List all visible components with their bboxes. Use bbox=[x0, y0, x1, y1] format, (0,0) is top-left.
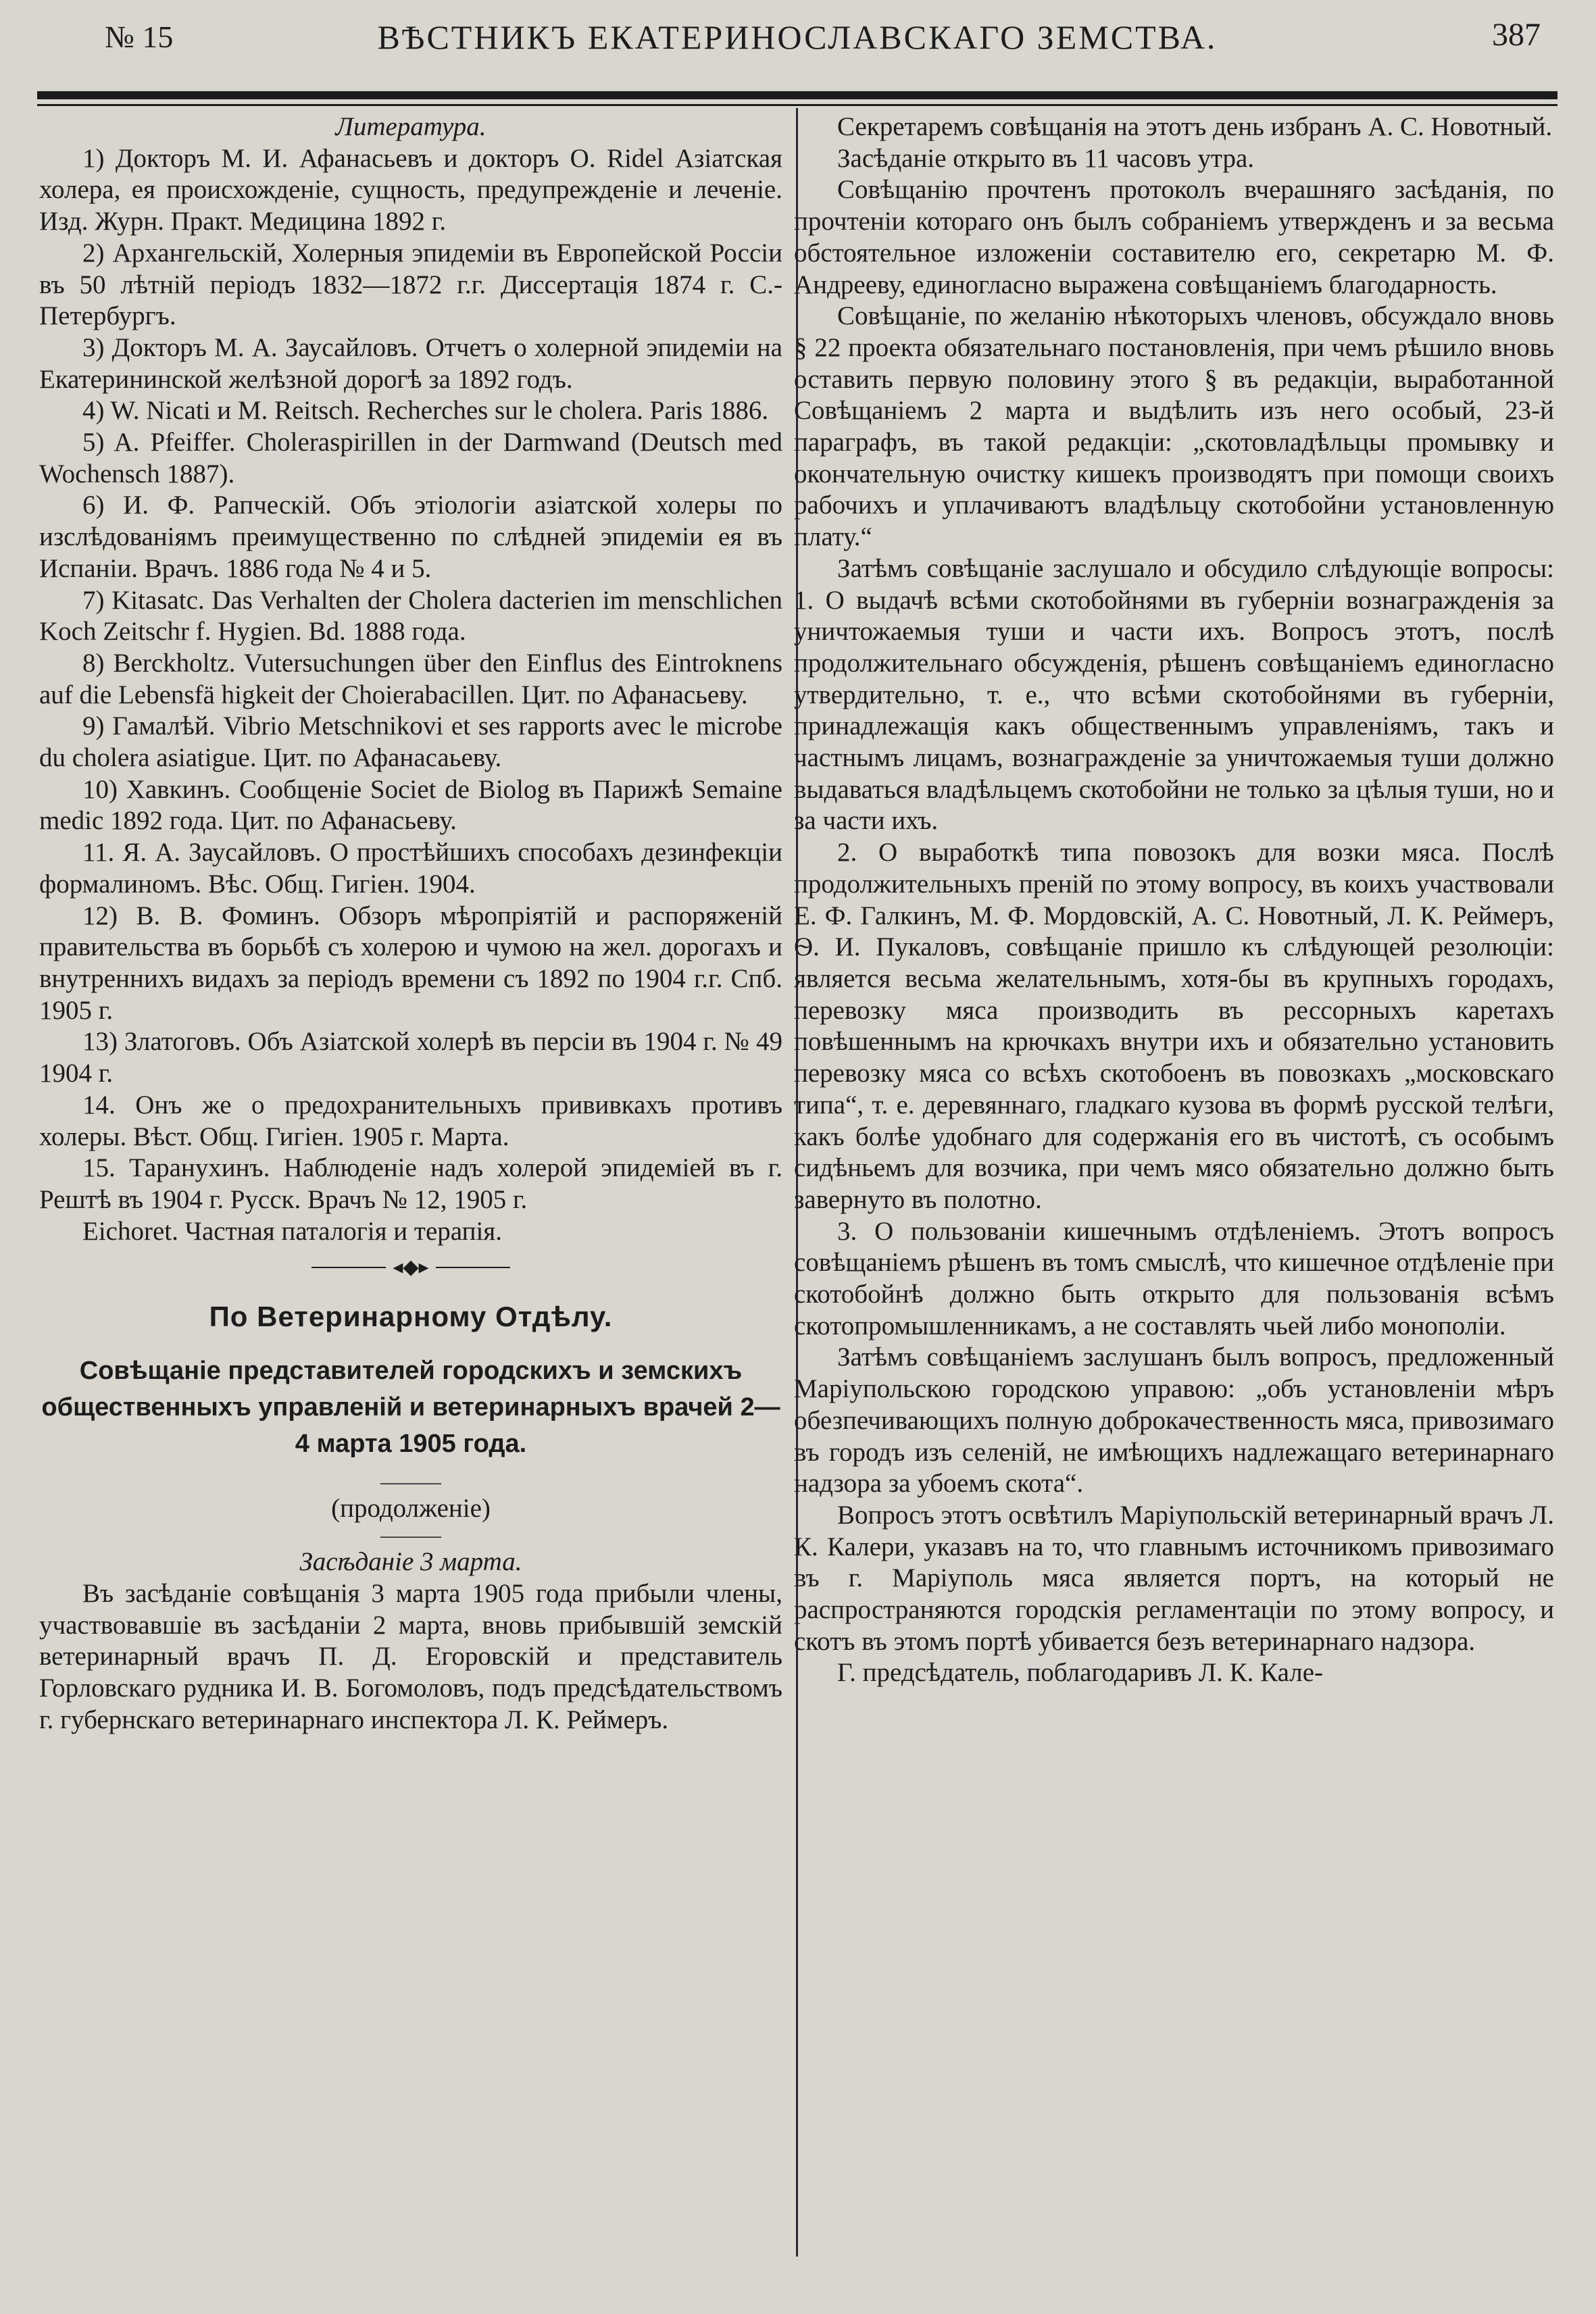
reference-item: 6) И. Ф. Рапческій. Объ этіологіи азіатской холеры по изслѣдованіямъ преимущественно по слѣдней эпидеміи ея въ Испаніи. Врачъ. 1886 года № 4 и 5. bbox=[39, 491, 782, 583]
continued-label: (продолженіе) bbox=[331, 1494, 491, 1524]
reference-item: 2) Архангельскій, Холерныя эпидеміи въ Европейской Россіи въ 50 лѣтній періодъ 1832—1872 г.г. Диссертація 1874 г. С.-Петербургъ. bbox=[39, 238, 782, 331]
journal-title: ВѢСТНИКЪ ЕКАТЕРИНОСЛАВСКАГО ЗЕМСТВА. bbox=[377, 18, 1218, 56]
left-column bbox=[39, 111, 782, 1736]
reference-item: 13) Златоговъ. Объ Азіатской холерѣ въ персіи въ 1904 г. № 49 1904 г. bbox=[39, 1027, 782, 1088]
literature-heading: Литература. bbox=[335, 112, 487, 141]
session-paragraph: Въ засѣданіе совѣщанія 3 марта 1905 года прибыли члены, участвовавшіе въ засѣданіи 2 марта, вновь прибывшій земскій ветеринарный врачъ П. Д. Егоровскій и представитель Горловскаго рудника И. В. Богомоловъ, подъ предсѣдательствомъ г. губернскаго ветеринарнаго инспектора Л. К. Реймеръ. bbox=[39, 1578, 782, 1734]
header-rule-thick bbox=[37, 91, 1557, 99]
reference-item: 1) Докторъ М. И. Афанасьевъ и докторъ О. Ridel Азіатская холера, ея происхожденіе, сущность, предупрежденіе и леченіе. Изд. Журн. Практ. Медицина 1892 г. bbox=[39, 143, 782, 236]
reference-item: 10) Хавкинъ. Сообщеніе Societ de Biolog въ Парижѣ Semaine medic 1892 года. Цит. по Афанасьеву. bbox=[39, 774, 782, 836]
paragraph: 2. О выработкѣ типа повозокъ для возки мяса. Послѣ продолжительныхъ преній по этому вопросу, въ коихъ участвовали Е. Ф. Галкинъ, М. Ф. Мордовскій, А. С. Новотный, Л. К. Реймеръ, Ѳ. И. Пукаловъ, совѣщаніе пришло къ слѣдующей резолюціи: является весьма желательнымъ, хотя-бы въ крупныхъ городахъ, перевозку мяса производить въ рессорныхъ каретахъ повѣшеннымъ на крючкахъ внутри ихъ и обязательно установить перевозку мяса со всѣхъ скотобоенъ въ повозкахъ „московскаго типа“, т. е. деревяннаго, гладкаго кузова въ формѣ русской телѣги, какъ болѣе удобнаго для содержанія его въ чистотѣ, съ особымъ сидѣньемъ для возчика, при чемъ мясо обязательно должно быть завернуто въ полотно. bbox=[794, 838, 1554, 1214]
issue-number: № 15 bbox=[105, 20, 174, 54]
right-column bbox=[794, 111, 1554, 1689]
reference-item: 11. Я. А. Заусайловъ. О простѣйшихъ способахъ дезинфекціи формалиномъ. Вѣс. Общ. Гигіен. 1904. bbox=[39, 838, 782, 899]
paragraph: Г. предсѣдатель, поблагодаривъ Л. К. Кале- bbox=[837, 1658, 1324, 1688]
reference-item: 8) Berckholtz. Vutersuchungen über den Einflus des Eintroknens auf die Lebensfä higkeit der Choierabacillen. Цит. по Афанасьеву. bbox=[39, 648, 782, 709]
reference-item: Eichoret. Частная паталогія и терапія. bbox=[82, 1216, 502, 1246]
paragraph: Совѣщанію прочтенъ протоколъ вчерашняго засѣданія, по прочтеніи котораго онъ былъ собраніемъ утвержденъ и за весьма обстоятельное изложеніи составителю его, секретарю М. Ф. Андрееву, единогласно выражена совѣщаніемъ благодарность. bbox=[794, 175, 1554, 299]
page-header bbox=[41, 12, 1554, 73]
dash-separator: ——— bbox=[380, 1524, 441, 1547]
paragraph: Засѣданіе открыто въ 11 часовъ утра. bbox=[837, 143, 1255, 173]
reference-item: 15. Таранухинъ. Наблюденіе надъ холерой эпидеміей въ г. Рештѣ въ 1904 г. Русск. Врачъ № 12, 1905 г. bbox=[39, 1153, 782, 1214]
reference-item: 12) В. В. Фоминъ. Обзоръ мѣропріятій и распоряженій правительства въ борьбѣ съ холерою и чумою на жел. дорогахъ и внутреннихъ видахъ за періодъ времени съ 1892 по 1904 г.г. Спб. 1905 г. bbox=[39, 901, 782, 1025]
page-number: 387 bbox=[1492, 17, 1541, 53]
meeting-title: Совѣщаніе представителей городскихъ и земскихъ общественныхъ управленій и ветеринарныхъ врачей 2—4 марта 1905 года. bbox=[41, 1357, 780, 1459]
paragraph: 3. О пользованіи кишечнымъ отдѣленіемъ. Этотъ вопросъ совѣщаніемъ рѣшенъ въ томъ смыслѣ, что кишечное отдѣленіе при скотобойнѣ должно быть открыто для пользованія всѣмъ скотопромышленникамъ, а не составлять чьей либо монополіи. bbox=[794, 1216, 1554, 1340]
ornament-divider: ◂◆▸ bbox=[39, 1250, 782, 1283]
reference-item: 4) W. Nicati и M. Reitsch. Recherches sur le cholera. Paris 1886. bbox=[82, 396, 769, 426]
reference-item: 3) Докторъ М. А. Заусайловъ. Отчетъ о холерной эпидеміи на Екатерининской желѣзной дорогѣ за 1892 годъ. bbox=[39, 332, 782, 394]
dash-separator: ——— bbox=[380, 1471, 441, 1494]
reference-item: 14. Онъ же о предохранительныхъ прививкахъ противъ холеры. Вѣст. Общ. Гигіен. 1905 г. Марта. bbox=[39, 1090, 782, 1151]
paragraph: Вопросъ этотъ освѣтилъ Маріупольскій ветеринарный врачъ Л. К. Калери, указавъ на то, что главнымъ источникомъ привозимаго въ г. Маріуполь мяса является портъ, на который не распространяются городскія регламентаціи по этому вопросу, и скотъ въ этомъ портѣ убивается безъ ветеринарнаго надзора. bbox=[794, 1500, 1554, 1656]
paragraph: Затѣмъ совѣщаніе заслушало и обсудило слѣдующіе вопросы: 1. О выдачѣ всѣми скотобойнями въ губерніи вознагражденія за уничтожаемыя туши и части ихъ. Вопросъ этотъ, послѣ продолжительнаго обсужденія, рѣшенъ совѣщаніемъ единогласно утвердительно, т. е., что всѣми скотобойнями въ губерніи, принадлежащія какъ общественнымъ управленіямъ, такъ и частнымъ лицамъ, вознагражденіе за уничтожаемыя туши должно выдаваться владѣльцемъ скотобойни не только за цѣлыя туши, но и за части ихъ. bbox=[794, 553, 1554, 836]
paragraph: Затѣмъ совѣщаніемъ заслушанъ былъ вопросъ, предложенный Маріупольскою городскою управою: „объ установленіи мѣръ обезпечивающихъ полную доброкачественность мяса, привозимаго въ городъ изъ селеній, не имѣющихъ надлежащаго ветеринарнаго надзора за убоемъ скота“. bbox=[794, 1342, 1554, 1499]
reference-item: 9) Гамалѣй. Vibrio Metschnikovi et ses rapports avec le microbe du cholera asiatigue. Цит. по Афанасаьеву. bbox=[39, 711, 782, 773]
reference-item: 7) Kitasatc. Das Verhalten der Cholera dacterien im menschlichen Koch Zeitschr f. Hygien. Bd. 1888 года. bbox=[39, 585, 782, 647]
paragraph: Совѣщаніе, по желанію нѣкоторыхъ членовъ, обсуждало вновь § 22 проекта обязательнаго постановленія, при чемъ рѣшило вновь оставить первую половину этого § въ редакціи, выработанной Совѣщаніемъ 2 марта и выдѣлить изъ него особый, 23-й параграфъ, въ такой редакціи: „скотовладѣльцы промывку и окончательную очистку кишекъ производятъ при помощи своихъ рабочихъ и уплачиваютъ владѣльцу скотобойни установленную плату.“ bbox=[794, 301, 1554, 552]
section-title: По Ветеринарному Отдѣлу. bbox=[209, 1300, 613, 1332]
session-heading: Засѣданіе 3 марта. bbox=[299, 1547, 522, 1577]
header-rule-thin bbox=[37, 104, 1557, 106]
reference-item: 5) A. Pfeiffer. Choleraspirillen in der Darmwand (Deutsch med Wochensch 1887). bbox=[39, 428, 782, 488]
paragraph: Секретаремъ совѣщанія на этотъ день избранъ А. С. Новотный. bbox=[837, 112, 1553, 141]
